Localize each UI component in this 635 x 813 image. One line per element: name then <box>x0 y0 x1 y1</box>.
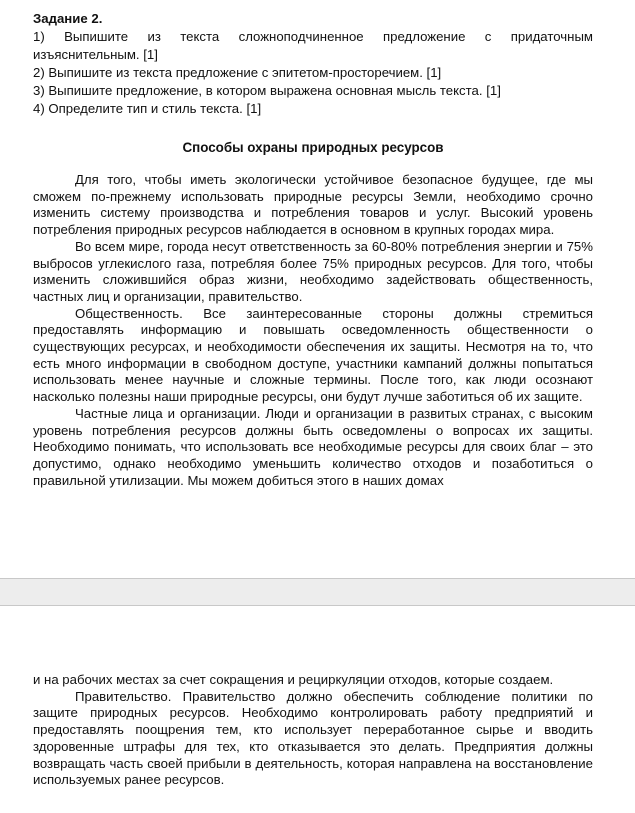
task-item-4: 4) Определите тип и стиль текста. [1] <box>33 101 262 116</box>
article-title: Способы охраны природных ресурсов <box>182 140 444 155</box>
task-item-1: 1) Выпишите из текста сложноподчиненное предложение с придаточным изъяснительным. [1] <box>33 29 593 62</box>
paragraph-4: Частные лица и организации. Люди и организации в развитых странах, с высоким уровень потребления ресурсов должны быть осведомлены о вопросах их защиты. Необходимо понимать, что использовать все необходимые ресурсы для своих благ – это допустимо, однако необходимо уменьшить количество отходов и позаботиться о правильной утилизации. Мы можем добиться этого в наших домах <box>33 405 593 488</box>
paragraph-5: Правительство. Правительство должно обеспечить соблюдение политики по защите природных ресурсов. Необходимо контролировать работу предприятий и предоставлять поощрения тем, кто использует переработанное сырье и вводить здоровенные штрафы для тех, кто отказывается это делать. Предприятия должны возвращать часть своей прибыли в деятельность, которая направлена на восстановление используемых ранее ресурсов. <box>33 688 593 788</box>
paragraph-4-continued: и на рабочих местах за счет сокращения и рециркуляции отходов, которые создаем. <box>33 672 554 687</box>
paragraph-2: Во всем мире, города несут ответственность за 60-80% потребления энергии и 75% выбросов углекислого газа, потребляя более 75% природных ресурсов. Для того, чтобы изменить сложившийся образ жизни, необходимо задействовать общественность, частных лиц и организации, правительство. <box>33 238 593 304</box>
paragraph-3: Общественность. Все заинтересованные стороны должны стремиться предоставлять информацию и повышать осведомленность общественности о существующих ресурсах, и необходимости обеспечения их защиты. Несмотря на то, что есть много информации в свободном доступе, участники кампаний должны попытаться использовать менее научные и сложные термины. После того, как люди осознают насколько полезны наши природные ресурсы, они будут лучше заботиться об их защите. <box>33 305 593 405</box>
article-continuation <box>33 672 593 789</box>
task-item-3: 3) Выпишите предложение, в котором выражена основная мысль текста. [1] <box>33 83 501 98</box>
task-item-2: 2) Выпишите из текста предложение с эпитетом-просторечием. [1] <box>33 65 442 80</box>
paragraph-1: Для того, чтобы иметь экологически устойчивое безопасное будущее, где мы сможем по-прежнему использовать природные ресурсы Земли, необходимо срочно изменить систему производства и потребления товаров и услуг. Высокий уровень потребления природных ресурсов наблюдается в основном в крупных городах мира. <box>33 172 593 238</box>
page-break <box>0 578 635 606</box>
task-block <box>33 10 593 118</box>
task-title: Задание 2. <box>33 11 103 26</box>
article-body <box>33 172 593 489</box>
